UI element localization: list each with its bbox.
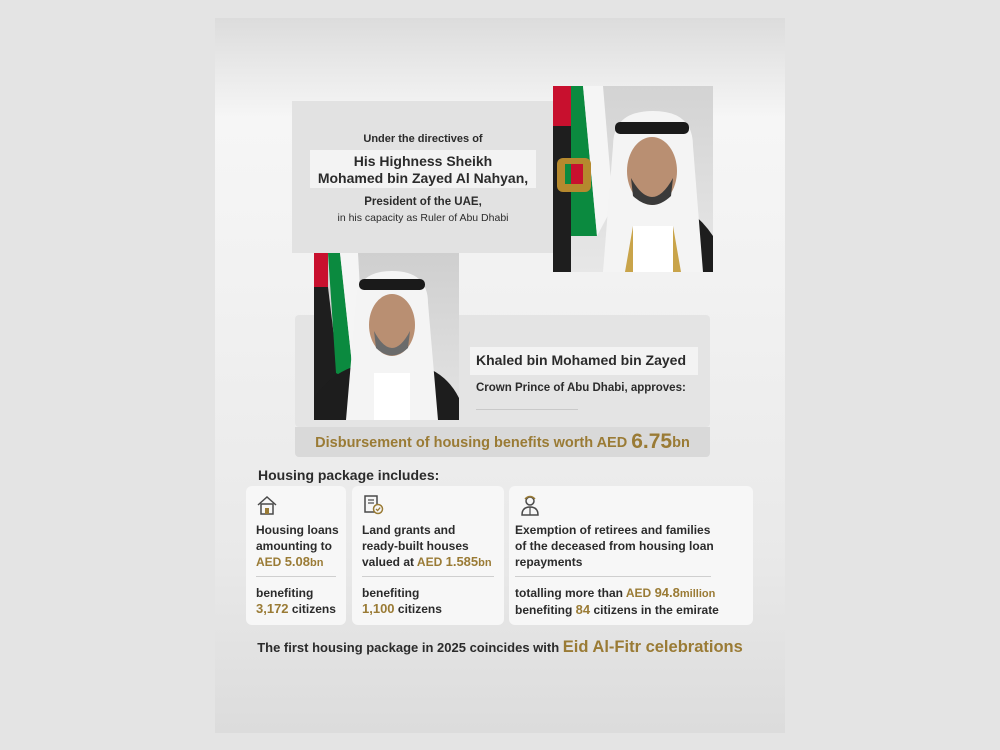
card2-beneficiaries — [362, 585, 442, 617]
card2-amount-value: 1.585 — [445, 554, 479, 569]
card2-divider — [362, 576, 494, 577]
emblem-icon — [557, 158, 591, 192]
president-capacity: in his capacity as Ruler of Abu Dhabi — [337, 212, 509, 224]
package-heading: Housing package includes: — [258, 467, 440, 483]
card3-benefit-label: benefiting — [515, 603, 573, 617]
card2-currency: AED — [416, 555, 443, 569]
document-check-icon — [362, 494, 384, 516]
card2-beneficiary-suffix: citizens — [397, 602, 442, 616]
card1-currency: AED — [256, 555, 282, 569]
disbursement-prefix: Disbursement of housing benefits worth AED — [315, 435, 628, 451]
retiree-icon — [519, 494, 541, 516]
card2-description — [362, 522, 492, 571]
card2-benefit-label: benefiting — [362, 586, 420, 600]
president-title: President of the UAE, — [364, 196, 482, 208]
president-name — [310, 153, 536, 187]
card1-divider — [256, 576, 336, 577]
card2-line1: Land grants and — [362, 523, 456, 537]
card3-beneficiary-count: 84 — [575, 602, 591, 617]
card3-line1: Exemption of retirees and families — [515, 523, 711, 537]
crown-prince-name: Khaled bin Mohamed bin Zayed — [476, 352, 687, 368]
house-icon — [256, 494, 278, 516]
package-card-exemption — [509, 486, 753, 625]
card2-beneficiary-count: 1,100 — [362, 601, 395, 616]
flag-red-stripe — [314, 253, 328, 287]
disbursement-amount: 6.75 — [631, 430, 673, 453]
crown-prince-title: Crown Prince of Abu Dhabi, approves: — [476, 382, 686, 394]
disbursement-unit: bn — [672, 435, 690, 451]
card1-beneficiaries — [256, 585, 336, 617]
card2-line3: valued at — [362, 555, 415, 569]
card1-beneficiary-count: 3,172 — [256, 601, 289, 616]
card1-amount-value: 5.08 — [284, 554, 310, 569]
card3-beneficiary-suffix: citizens in the emirate — [593, 603, 719, 617]
kandura — [374, 373, 410, 420]
divider — [476, 409, 578, 410]
card1-benefit-label: benefiting — [256, 586, 314, 600]
agal — [615, 122, 689, 134]
card2-unit: bn — [478, 557, 492, 569]
card1-unit: bn — [310, 557, 324, 569]
footer-prefix: The first housing package in 2025 coincides with — [257, 640, 560, 655]
card1-line2: amounting to — [256, 539, 332, 553]
card2-line2: ready-built houses — [362, 539, 469, 553]
footer-highlight: Eid Al-Fitr celebrations — [562, 638, 743, 656]
card3-line2: of the deceased from housing loan — [515, 539, 714, 553]
package-card-housing-loans — [246, 486, 346, 625]
package-card-land-grants — [352, 486, 504, 625]
directive-text: Under the directives of — [363, 133, 483, 145]
card3-currency: AED — [625, 586, 652, 600]
agal — [359, 279, 425, 290]
card1-description — [256, 522, 339, 571]
card3-divider — [515, 576, 711, 577]
crown-prince-portrait — [314, 253, 459, 420]
president-portrait-illustration — [553, 86, 713, 272]
crown-prince-portrait-illustration — [314, 253, 459, 420]
card1-line1: Housing loans — [256, 523, 339, 537]
footer-text — [215, 638, 785, 657]
card3-line3: repayments — [515, 555, 583, 569]
disbursement-text — [295, 428, 710, 457]
card3-unit: million — [679, 588, 716, 600]
kandura — [633, 226, 673, 272]
president-name-line2: Mohamed bin Zayed Al Nahyan, — [317, 170, 529, 186]
president-name-line1: His Highness Sheikh — [353, 153, 493, 169]
card3-total-prefix: totalling more than — [515, 586, 623, 600]
card3-totals — [515, 585, 719, 618]
card1-amount — [256, 554, 339, 571]
president-portrait — [553, 86, 713, 272]
card1-beneficiary-suffix: citizens — [291, 602, 336, 616]
card3-amount-value: 94.8 — [654, 585, 680, 600]
flag-red-stripe — [553, 86, 571, 126]
flag-black-stripe — [553, 126, 571, 272]
card3-description — [515, 522, 714, 570]
card2-amount — [362, 554, 492, 571]
